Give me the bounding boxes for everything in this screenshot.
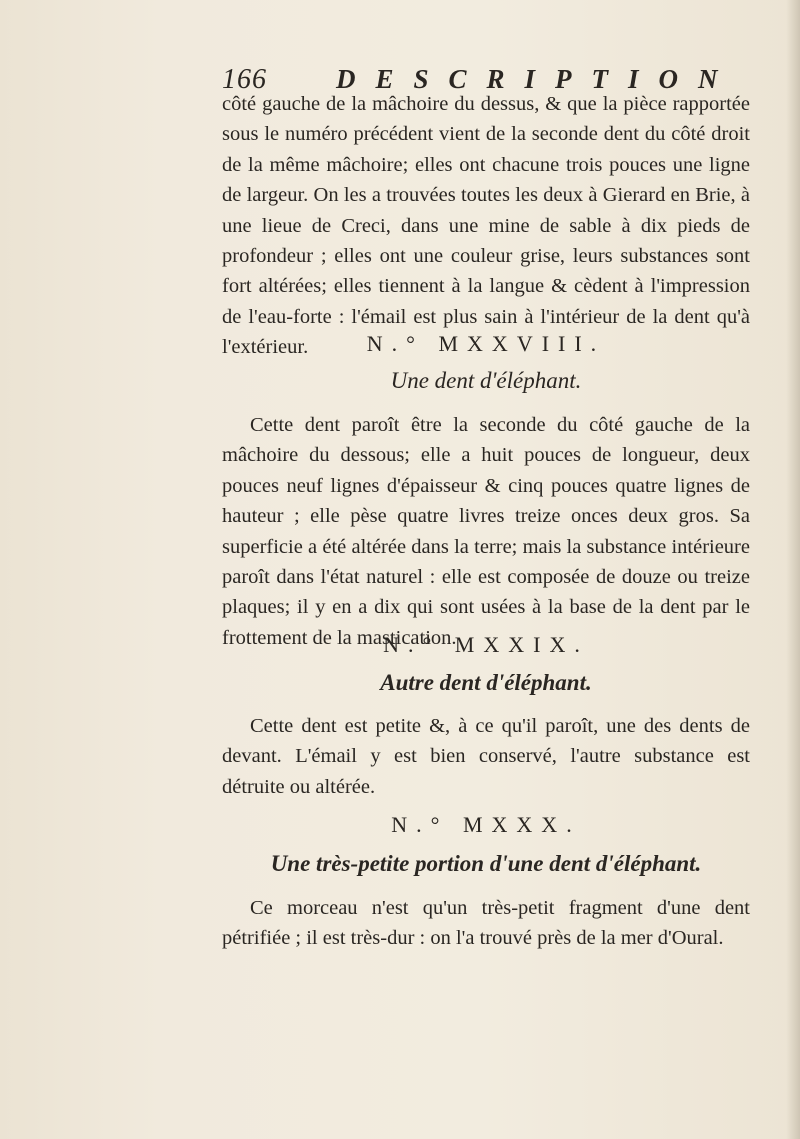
running-title: DESCRIPTION <box>336 64 738 94</box>
page-number: 166 <box>222 64 267 95</box>
entry-text-1029 <box>222 711 750 802</box>
entry-number-1028: N.° MXXVIII. <box>366 331 606 356</box>
entry-text-1030 <box>222 893 750 954</box>
entry-title-1028: Une dent d'éléphant. <box>390 368 582 393</box>
entry-paragraph: Cette dent est petite &, à ce qu'il paroît, une des dents de devant. L'émail y est bien conservé, l'autre substance est détruite ou altérée. <box>222 715 750 798</box>
paragraph-continued <box>222 89 750 363</box>
paragraph-text: côté gauche de la mâchoire du dessus, & que la pièce rapportée sous le numéro précédent vient de la seconde dent du côté droit de la même mâchoire; elles ont chacune trois pouces une ligne de largeur. On les a trouvées toutes les deux à Gierard en Brie, à une lieue de Creci, dans une mine de sable à dix pieds de profondeur ; elles ont une couleur grise, leurs substances sont fort altérées; elles tiennent à la langue & cèdent à l'impression de l'eau-forte : l'émail est plus sain à l'intérieur de la dent qu'à l'extérieur. <box>222 93 750 359</box>
entry-paragraph: Cette dent paroît être la seconde du côté gauche de la mâchoire du dessous; elle a huit pouces de longueur, deux pouces neuf lignes d'épaisseur & cinq pouces quatre lignes de hauteur ; elle pèse quatre livres treize onces deux gros. Sa superficie a été altérée dans la terre; mais la substance intérieure paroît dans l'état naturel : elle est composée de douze ou treize plaques; il y en a dix qui sont usées à la base de la dent par le frottement de la mastication. <box>222 414 750 649</box>
entry-title-1029: Autre dent d'éléphant. <box>380 670 592 695</box>
entry-number-1029: N.° MXXIX. <box>383 632 589 657</box>
page-edge-shadow <box>786 0 800 1139</box>
entry-paragraph: Ce morceau n'est qu'un très-petit fragment d'une dent pétrifiée ; il est très-dur : on l'a trouvé près de la mer d'Oural. <box>222 897 750 950</box>
entry-title-1030: Une très-petite portion d'une dent d'éléphant. <box>270 851 702 876</box>
entry-number-1030: N.° MXXX. <box>391 812 581 837</box>
entry-text-1028 <box>222 410 750 653</box>
